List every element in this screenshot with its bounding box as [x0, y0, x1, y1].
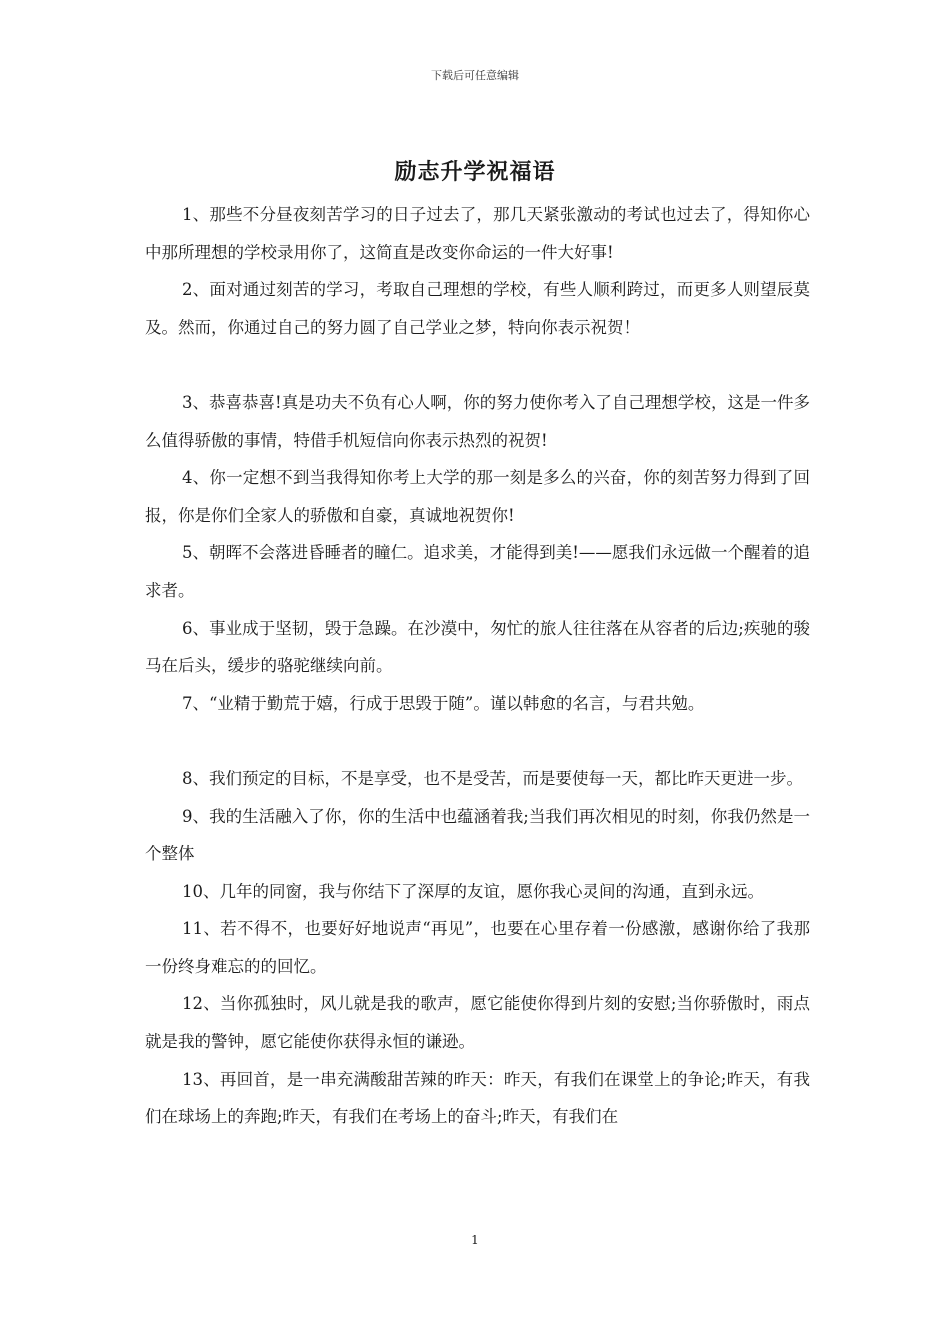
paragraph-7: 7、“业精于勤荒于嬉，行成于思毁于随”。谨以韩愈的名言，与君共勉。 — [182, 693, 705, 713]
paragraph-4: 4、你一定想不到当我得知你考上大学的那一刻是多么的兴奋，你的刻苦努力得到了回报，你是你们全家人的骄傲和自豪，真诚地祝贺你! — [145, 468, 810, 525]
paragraph-10: 10、几年的同窗，我与你结下了深厚的友谊，愿你我心灵间的沟通，直到永远。 — [182, 881, 764, 901]
document-title: 励志升学祝福语 — [394, 159, 556, 185]
paragraph-5: 5、朝晖不会落进昏睡者的瞳仁。追求美，才能得到美!——愿我们永远做一个醒着的追求者。 — [145, 543, 810, 600]
document-body — [145, 196, 810, 1136]
paragraph-1: 1、那些不分昼夜刻苦学习的日子过去了，那几天紧张激动的考试也过去了，得知你心中那所理想的学校录用你了，这简直是改变你命运的一件大好事! — [145, 205, 810, 262]
page-header-note: 下载后可任意编辑 — [431, 69, 519, 82]
paragraph-9: 9、我的生活融入了你，你的生活中也蕴涵着我;当我们再次相见的时刻，你我仍然是一个整体 — [145, 806, 810, 864]
paragraph-3: 3、恭喜恭喜!真是功夫不负有心人啊，你的努力使你考入了自己理想学校，这是一件多么值得骄傲的事情，特借手机短信向你表示热烈的祝贺! — [145, 392, 810, 450]
paragraph-6: 6、事业成于坚韧，毁于急躁。在沙漠中，匆忙的旅人往往落在从容者的后边;疾驰的骏马在后头，缓步的骆驼继续向前。 — [145, 618, 810, 676]
page-number: 1 — [471, 1233, 479, 1247]
paragraph-12: 12、当你孤独时，风儿就是我的歌声，愿它能使你得到片刻的安慰;当你骄傲时，雨点就是我的警钟，愿它能使你获得永恒的谦逊。 — [145, 994, 810, 1052]
paragraph-2: 2、面对通过刻苦的学习，考取自己理想的学校，有些人顺利跨过，而更多人则望辰莫及。然而，你通过自己的努力圆了自己学业之梦，特向你表示祝贺！ — [145, 280, 810, 337]
paragraph-8: 8、我们预定的目标，不是享受，也不是受苦，而是要使每一天，都比昨天更进一步。 — [182, 768, 803, 788]
paragraph-11: 11、若不得不，也要好好地说声“再见”，也要在心里存着一份感激，感谢你给了我那一份终身难忘的的回忆。 — [145, 919, 810, 976]
paragraph-13: 13、再回首，是一串充满酸甜苦辣的昨天：昨天，有我们在课堂上的争论;昨天，有我们在球场上的奔跑;昨天，有我们在考场上的奋斗;昨天，有我们在 — [145, 1069, 810, 1127]
